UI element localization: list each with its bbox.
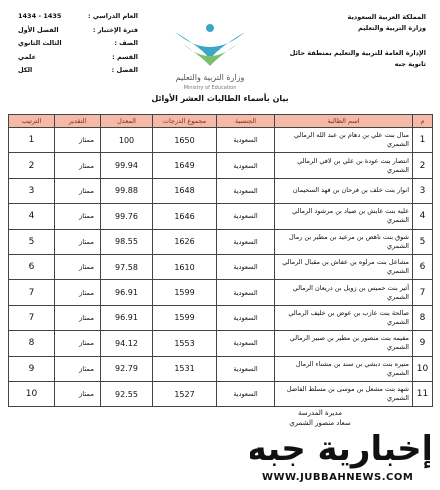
cell-name: شوق بنت ناهض بن مرعيد بن مطير بن رمال الشمري xyxy=(275,229,413,254)
cell-name: صالحة بنت عازب بن عوض بن خليف الرمالي الشمري xyxy=(275,305,413,330)
class-row xyxy=(18,39,138,53)
table-row xyxy=(9,305,433,330)
cell-rank: 9 xyxy=(9,356,55,381)
cell-grade: ممتاز xyxy=(55,254,101,279)
watermark-text: إخبارية جبه xyxy=(250,429,430,469)
cell-rank: 7 xyxy=(9,280,55,305)
cell-index: 2 xyxy=(413,153,433,178)
table-row xyxy=(9,153,433,178)
cell-grade: ممتاز xyxy=(55,331,101,356)
cell-name: شهد بنت مشعل بن موسى بن مسلط الفاضل الشمري xyxy=(275,381,413,406)
cell-total: 1626 xyxy=(153,229,217,254)
cell-index: 5 xyxy=(413,229,433,254)
logo-text: وزارة التربية والتعليم xyxy=(175,73,245,82)
table-row xyxy=(9,254,433,279)
cell-index: 9 xyxy=(413,331,433,356)
cell-rank: 7 xyxy=(9,305,55,330)
cell-grade: ممتاز xyxy=(55,229,101,254)
cell-rank: 3 xyxy=(9,178,55,203)
cell-total: 1531 xyxy=(153,356,217,381)
exam-label: فترة الإختبار : xyxy=(92,25,138,34)
cell-nationality: السعودية xyxy=(217,254,275,279)
cell-nationality: السعودية xyxy=(217,204,275,229)
table-row xyxy=(9,229,433,254)
cell-rank: 6 xyxy=(9,254,55,279)
col-index: م xyxy=(413,115,433,128)
class-label: الصف : xyxy=(114,39,138,47)
cell-average: 99.88 xyxy=(101,178,153,203)
cell-average: 92.55 xyxy=(101,381,153,406)
directorate-line: الإدارة العامة للتربية والتعليم بمنطقة حائل xyxy=(289,49,426,57)
col-nationality: الجنسية xyxy=(217,115,275,128)
cell-name: مشاعل بنت مرلوه بن عفاش بن مقبال الرمالي الشمري xyxy=(275,254,413,279)
cell-total: 1649 xyxy=(153,153,217,178)
table-row xyxy=(9,280,433,305)
col-grade: التقدير xyxy=(55,115,101,128)
cell-grade: ممتاز xyxy=(55,381,101,406)
year-value: 1435 - 1434 xyxy=(18,12,62,20)
ministry-logo xyxy=(155,14,265,94)
principal-title: مديرة المدرسة xyxy=(298,409,342,417)
table-row xyxy=(9,381,433,406)
table-row xyxy=(9,356,433,381)
cell-name: مفيمه بنت منصور بن مطير بن صبير الرمالي الشمري xyxy=(275,331,413,356)
watermark-url: WWW.JUBBAHNEWS.COM xyxy=(262,472,414,483)
cell-index: 4 xyxy=(413,204,433,229)
logo-subtext: Ministry of Education xyxy=(183,85,237,91)
col-total: مجموع الدرجات xyxy=(153,115,217,128)
cell-index: 6 xyxy=(413,254,433,279)
class-value: الثالث الثانوي xyxy=(18,39,62,47)
top-students-table xyxy=(8,114,433,407)
cell-total: 1527 xyxy=(153,381,217,406)
page-title: بيان بأسماء الطالبات العشر الأوائل xyxy=(151,94,289,103)
cell-grade: ممتاز xyxy=(55,153,101,178)
cell-total: 1610 xyxy=(153,254,217,279)
year-row xyxy=(18,12,138,26)
school-line: ثانوية جبه xyxy=(394,60,426,68)
cell-rank: 1 xyxy=(9,128,55,153)
exam-value: الفصل الأول xyxy=(18,25,59,34)
cell-name: منال بنت علي بن دهام بن عبد الله الرمالي الشمري xyxy=(275,128,413,153)
cell-average: 99.94 xyxy=(101,153,153,178)
exam-info xyxy=(18,12,138,80)
watermark-logo xyxy=(250,424,430,470)
col-rank: الترتيب xyxy=(9,115,55,128)
cell-name: أثير بنت حميس بن زويل بن دريعان الرمالي الشمري xyxy=(275,280,413,305)
cell-average: 99.76 xyxy=(101,204,153,229)
cell-average: 94.12 xyxy=(101,331,153,356)
cell-name: انوار بنت خلف بن فرحان بن فهد السحيمان xyxy=(275,178,413,203)
cell-average: 92.79 xyxy=(101,356,153,381)
dept-label: القسم : xyxy=(112,52,138,61)
table-row xyxy=(9,331,433,356)
cell-nationality: السعودية xyxy=(217,153,275,178)
kingdom-line: المملكة العربية السعودية xyxy=(347,13,426,21)
cell-average: 100 xyxy=(101,128,153,153)
cell-grade: ممتاز xyxy=(55,280,101,305)
cell-index: 1 xyxy=(413,128,433,153)
section-row xyxy=(18,66,138,80)
table-row xyxy=(9,128,433,153)
cell-total: 1650 xyxy=(153,128,217,153)
table-row xyxy=(9,204,433,229)
cell-index: 10 xyxy=(413,356,433,381)
ministry-header xyxy=(266,12,426,70)
cell-grade: ممتاز xyxy=(55,305,101,330)
cell-nationality: السعودية xyxy=(217,280,275,305)
cell-rank: 10 xyxy=(9,381,55,406)
cell-index: 7 xyxy=(413,280,433,305)
cell-nationality: السعودية xyxy=(217,331,275,356)
cell-nationality: السعودية xyxy=(217,356,275,381)
cell-rank: 5 xyxy=(9,229,55,254)
cell-index: 8 xyxy=(413,305,433,330)
section-label: الفصل : xyxy=(111,66,138,74)
cell-index: 3 xyxy=(413,178,433,203)
cell-nationality: السعودية xyxy=(217,128,275,153)
cell-grade: ممتاز xyxy=(55,204,101,229)
cell-name: عليه بنت عايش بن صياد بن مرشود الرمالي الشمري xyxy=(275,204,413,229)
cell-total: 1648 xyxy=(153,178,217,203)
cell-grade: ممتاز xyxy=(55,178,101,203)
table-header-row xyxy=(9,115,433,128)
col-average: المعدل xyxy=(101,115,153,128)
cell-nationality: السعودية xyxy=(217,305,275,330)
col-name: اسم الطالبة xyxy=(275,115,413,128)
dept-value: علمي xyxy=(18,52,37,61)
dept-row xyxy=(18,53,138,67)
cell-index: 11 xyxy=(413,381,433,406)
table-row xyxy=(9,178,433,203)
cell-grade: ممتاز xyxy=(55,128,101,153)
cell-rank: 4 xyxy=(9,204,55,229)
ministry-line: وزارة التربية والتعليم xyxy=(358,24,426,32)
cell-rank: 2 xyxy=(9,153,55,178)
cell-total: 1599 xyxy=(153,305,217,330)
cell-nationality: السعودية xyxy=(217,178,275,203)
year-label: العام الدراسي : xyxy=(87,12,138,20)
section-value: الكل xyxy=(18,66,33,74)
cell-average: 97.58 xyxy=(101,254,153,279)
exam-row xyxy=(18,26,138,40)
cell-total: 1553 xyxy=(153,331,217,356)
cell-average: 96.91 xyxy=(101,305,153,330)
cell-total: 1646 xyxy=(153,204,217,229)
cell-grade: ممتاز xyxy=(55,356,101,381)
cell-nationality: السعودية xyxy=(217,381,275,406)
cell-rank: 8 xyxy=(9,331,55,356)
cell-nationality: السعودية xyxy=(217,229,275,254)
principal-name: سعاد منصور الشمري xyxy=(289,419,351,427)
cell-average: 96.91 xyxy=(101,280,153,305)
cell-average: 98.55 xyxy=(101,229,153,254)
cell-name: منيره بنت دبشي بن سند بن مشناء الرمال الشمري xyxy=(275,356,413,381)
cell-total: 1599 xyxy=(153,280,217,305)
cell-name: انتصار بنت عودة بن علي بن لافي الرمالي الشمري xyxy=(275,153,413,178)
